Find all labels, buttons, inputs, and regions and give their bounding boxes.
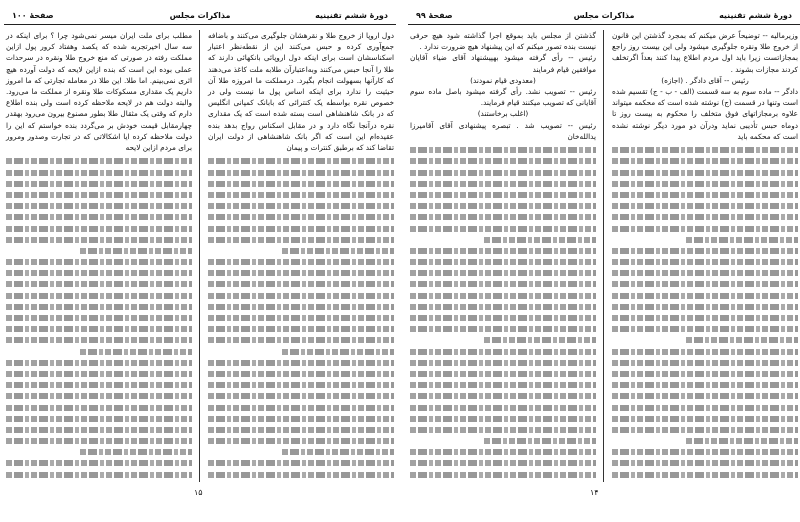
header-term: دورهٔ ششم تقنینیه	[315, 11, 388, 20]
text-line	[208, 326, 394, 332]
text-line	[6, 382, 192, 388]
paragraph: رئیس -- تصویب شد . تبصره پیشنهادی آقای آقامیرزا یدالله‌خان	[410, 120, 596, 141]
text-column-left	[6, 30, 192, 482]
text-line	[6, 259, 192, 265]
text-line	[410, 181, 596, 187]
text-column-left	[410, 30, 596, 482]
text-line	[612, 214, 798, 220]
text-line	[6, 214, 192, 220]
text-line	[6, 170, 192, 176]
text-line	[410, 349, 596, 355]
stage-direction: (اغلب برخاستند)	[477, 109, 529, 119]
text-line	[6, 293, 192, 299]
text-line	[282, 349, 394, 355]
text-line	[282, 248, 394, 254]
text-line	[612, 449, 798, 455]
text-line	[410, 449, 596, 455]
text-line	[410, 405, 596, 411]
text-line	[612, 181, 798, 187]
text-line	[410, 326, 596, 332]
text-line	[410, 371, 596, 377]
text-line	[410, 281, 596, 287]
text-column-right	[208, 30, 394, 482]
text-line	[80, 449, 192, 455]
column-divider	[199, 30, 200, 482]
text-line	[208, 214, 394, 220]
text-line	[612, 170, 798, 176]
text-line	[612, 315, 798, 321]
page-number: ۱۴	[590, 488, 599, 497]
text-line	[612, 326, 798, 332]
text-line	[612, 427, 798, 433]
text-line	[6, 226, 192, 232]
continued-text	[612, 147, 798, 477]
text-column-right	[612, 30, 798, 482]
text-line	[686, 237, 798, 243]
text-line	[612, 226, 798, 232]
text-line	[686, 337, 798, 343]
text-line	[208, 226, 394, 232]
header-title: مذاکرات مجلس	[573, 11, 635, 20]
text-line	[410, 427, 596, 433]
text-line	[208, 293, 394, 299]
text-line	[612, 248, 798, 254]
text-line	[6, 427, 192, 433]
text-line	[208, 438, 394, 444]
page-number: ۱۵	[194, 488, 203, 497]
column-divider	[603, 30, 604, 482]
text-line	[6, 472, 192, 478]
header-page-number: صفحهٔ ۹۹	[416, 11, 453, 20]
text-line	[208, 337, 394, 343]
text-line	[208, 416, 394, 422]
header-term: دورهٔ ششم تقنینیه	[719, 11, 792, 20]
text-line	[484, 438, 596, 444]
text-line	[208, 371, 394, 377]
text-line	[208, 427, 394, 433]
text-line	[6, 192, 192, 198]
text-line	[208, 203, 394, 209]
text-line	[6, 360, 192, 366]
text-line	[612, 270, 798, 276]
paragraph: رئیس -- تصویب نشد. رأی گرفته میشود باصل ماده سوم آقایانی که تصویب میکنند قیام فرمایند.	[410, 87, 596, 108]
text-line	[208, 360, 394, 366]
text-line	[6, 371, 192, 377]
text-line	[612, 405, 798, 411]
text-line	[6, 315, 192, 321]
text-line	[6, 416, 192, 422]
text-line	[6, 304, 192, 310]
text-line	[410, 226, 596, 232]
text-line	[612, 259, 798, 265]
page-header	[4, 10, 396, 25]
text-line	[484, 337, 596, 343]
paragraph: دادگر -- ماده سوم به سه قسمت (الف - ب - ج) تقسیم شده است وتنها در قسمت (ج) نوشته شده است که محکمه میتواند علاوه برمجازاتهای فوق متخلف را محکوم به بیست روز تا دوماه حبس تأدیبی نماید ودرآن دو مورد دیگر نوشته نشده است که محکمه باید	[612, 87, 798, 141]
speaker-line: رئیس -- آقای دادگر . (اجازه)	[661, 75, 749, 85]
text-line	[410, 203, 596, 209]
text-line	[410, 416, 596, 422]
continued-text	[6, 158, 192, 477]
text-line	[410, 259, 596, 265]
text-line	[410, 315, 596, 321]
text-line	[208, 315, 394, 321]
right-page	[408, 0, 800, 522]
stage-direction: (معدودی قیام نمودند)	[470, 75, 536, 85]
text-line	[612, 371, 798, 377]
text-line	[208, 170, 394, 176]
text-line	[686, 438, 798, 444]
text-line	[612, 203, 798, 209]
text-line	[6, 237, 192, 243]
text-line	[208, 270, 394, 276]
text-line	[410, 248, 596, 254]
text-line	[6, 203, 192, 209]
paragraph: وزیرمالیه -- توضیحاً عرض میکنم که بمجرد گذشتن این قانون از خروج طلا ونقره جلوگیری میشود ولی این بیست روز راجع بمجازاتست زیرا باید اول مردم اطلاع پیدا کنند بعداً اگرتخلف کردند مجازات بشوند .	[612, 31, 798, 74]
text-line	[612, 460, 798, 466]
text-line	[612, 293, 798, 299]
text-line	[208, 237, 394, 243]
text-line	[208, 304, 394, 310]
page-header	[408, 10, 800, 25]
text-line	[208, 460, 394, 466]
text-line	[208, 382, 394, 388]
text-line	[208, 281, 394, 287]
text-line	[410, 147, 596, 153]
text-line	[6, 326, 192, 332]
paragraph: رئیس -- رأی گرفته میشود بهپیشنهاد آقای ضیاء آقایان موافقین قیام فرمایند	[410, 53, 596, 74]
text-line	[612, 349, 798, 355]
text-line	[6, 281, 192, 287]
paragraph: مطلب برای ملت ایران میسر نمی‌شود چرا ؟ برای اینکه در سه سال اخیرتجربه شده که یکصد وهفتاد کرور پول ازاین مملکت رفته در صورتی که منع خروج طلا ونقره در سرحدات عملی بوده این است که بنده ازاین لایحه که دولت آورده هیچ اثری نمی‌بینم. اما طلا. این طلا در معامله تجارتی که ما امروز داریم یک مقداری مسکوکات طلا ونقره از مملکت ما می‌رود. والبته دولت هم در لایحه ملاحظه کرده است ولی بنده اطلاع دارم که وقتی یک مثقال طلا بطور مصنوع بیرون می‌رود بهقدر چهارمقابل قیمت خودش بر می‌گردد بنده خواستم که این را دولت ملاحظه کرده ایا اشکالاتی که در تجارت وصدور ومرور برای مردم ازاین لایحه	[6, 31, 192, 153]
text-line	[484, 237, 596, 243]
text-line	[410, 170, 596, 176]
text-line	[612, 158, 798, 164]
text-line	[612, 192, 798, 198]
left-page	[4, 0, 396, 522]
text-line	[410, 214, 596, 220]
paragraph: دول اروپا از خروج طلا و نقرهشان جلوگیری می‌کنند و باضافه جمع‌آوری کرده و حبس می‌کنند این از نقطه‌نظر اعتبار اسکناسشان است برای اینکه دول اروپائی بانکهائی دارند که طلا را آنجا حبس می‌کنند وبه‌اعتبارآن طلابه ملت کاغذ می‌دهند که کارآنها بسهولت انجام بگیرد. درمملکت ما امروزه طلا آن حیثیت را ندارد برای اینکه اساس پول ما نیست ولی در خصوص نقره بواسطه یک کنترائی که بابانک کمپانی انگلیس که در بانک شاهنشاهی است بسته شده است که یک مقداری نقره درآنجا نگاه دارد و در مقابل اسکناس رواج بدهد بنده عقیده‌ام این است که اگر بانک شاهنشاهی از دولت ایران تقاضا کند که برطبق کنترات و پیمان	[208, 31, 394, 153]
text-line	[208, 192, 394, 198]
text-line	[612, 416, 798, 422]
header-page-number: صفحهٔ ۱۰۰	[12, 11, 54, 20]
text-line	[6, 270, 192, 276]
text-line	[612, 147, 798, 153]
text-line	[410, 270, 596, 276]
text-line	[410, 460, 596, 466]
text-line	[80, 248, 192, 254]
text-line	[410, 293, 596, 299]
text-line	[208, 405, 394, 411]
text-line	[6, 393, 192, 399]
text-line	[612, 472, 798, 478]
text-line	[208, 259, 394, 265]
continued-text	[410, 147, 596, 477]
text-line	[410, 382, 596, 388]
continued-text	[208, 158, 394, 477]
text-line	[612, 360, 798, 366]
header-title: مذاکرات مجلس	[169, 11, 231, 20]
text-line	[410, 360, 596, 366]
text-line	[612, 281, 798, 287]
text-line	[6, 438, 192, 444]
text-line	[208, 158, 394, 164]
text-line	[410, 192, 596, 198]
paragraph: گذشتن از مجلس باید بموقع اجرا گذاشته شود هیچ حرفی نیست بنده تصور میکنم که این پیشنهاد هیچ ضرورت ندارد .	[410, 31, 596, 52]
text-line	[208, 393, 394, 399]
text-line	[6, 158, 192, 164]
text-line	[410, 393, 596, 399]
text-line	[208, 181, 394, 187]
text-line	[6, 181, 192, 187]
text-line	[282, 449, 394, 455]
text-line	[612, 304, 798, 310]
text-line	[6, 337, 192, 343]
text-line	[410, 304, 596, 310]
text-line	[612, 393, 798, 399]
text-line	[6, 460, 192, 466]
text-line	[6, 405, 192, 411]
text-line	[612, 382, 798, 388]
text-line	[410, 472, 596, 478]
text-line	[410, 158, 596, 164]
text-line	[80, 349, 192, 355]
text-line	[208, 472, 394, 478]
